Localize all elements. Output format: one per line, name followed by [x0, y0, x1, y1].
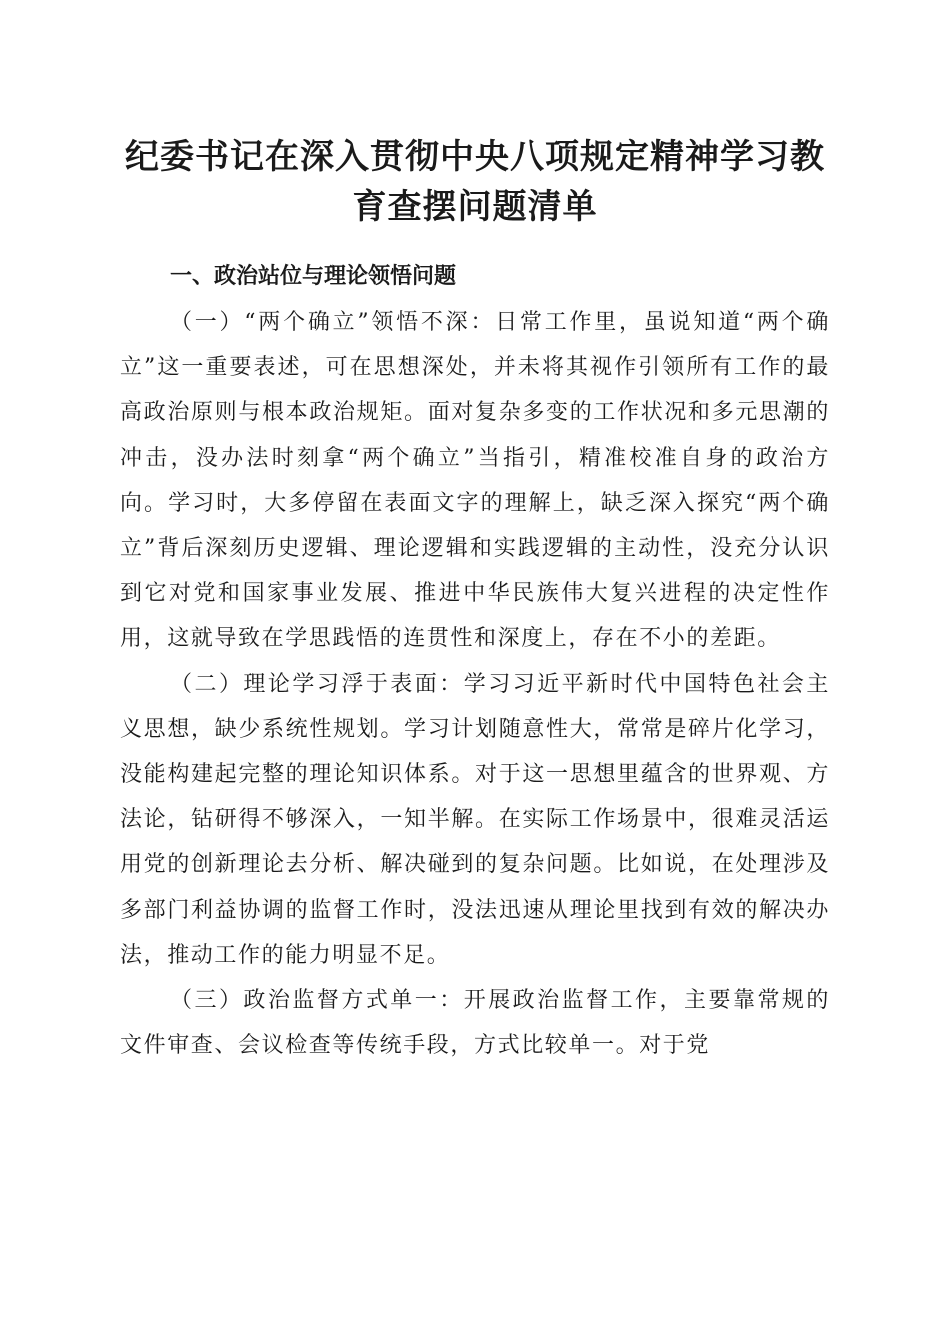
paragraph-3: （三）政治监督方式单一：开展政治监督工作，主要靠常规的文件审查、会议检查等传统手段，方式比较单一。对于党 — [120, 988, 830, 1059]
paragraph-1: （一）“两个确立”领悟不深：日常工作里，虽说知道“两个确立”这一重要表述，可在思想深处，并未将其视作引领所有工作的最高政治原则与根本政治规矩。面对复杂多变的工作状况和多元思潮的冲击，没办法时刻拿“两个确立”当指引，精准校准自身的政治方向。学习时，大多停留在表面文字的理解上，缺乏深入探究“两个确立”背后深刻历史逻辑、理论逻辑和实践逻辑的主动性，没充分认识到它对党和国家事业发展、推进中华民族伟大复兴进程的决定性作用，这就导致在学思践悟的连贯性和深度上，存在不小的差距。 — [120, 310, 830, 652]
paragraph-2: （二）理论学习浮于表面：学习习近平新时代中国特色社会主义思想，缺少系统性规划。学习计划随意性大，常常是碎片化学习，没能构建起完整的理论知识体系。对于这一思想里蕴含的世界观、方法论，钻研得不够深入，一知半解。在实际工作场景中，很难灵活运用党的创新理论去分析、解决碰到的复杂问题。比如说，在处理涉及多部门利益协调的监督工作时，没法迅速从理论里找到有效的解决办法，推动工作的能力明显不足。 — [120, 671, 830, 968]
section-heading: 一、政治站位与理论领悟问题 — [170, 264, 457, 289]
title-line-2: 育查摆问题清单 — [352, 187, 598, 227]
document-title — [110, 132, 840, 232]
document-body — [120, 254, 830, 1068]
title-line-1: 纪委书记在深入贯彻中央八项规定精神学习教 — [125, 137, 825, 177]
